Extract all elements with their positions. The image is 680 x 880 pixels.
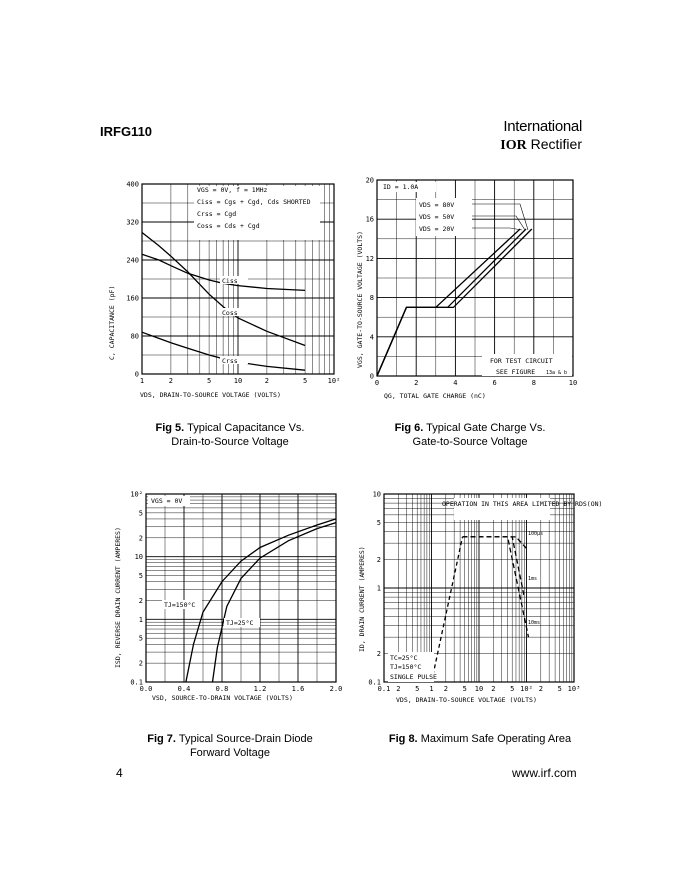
fig7-caption-l1: Typical Source-Drain Diode	[178, 733, 313, 745]
f8-xtick: 2	[396, 685, 401, 693]
fig8-tj-label: TJ=150°C	[390, 663, 422, 671]
fig6-test-circuit-3: 13a & b	[546, 370, 568, 376]
fig5-legend-4: Coss = Cds + Cgd	[197, 222, 260, 230]
fig6-test-circuit-2: SEE FIGURE	[496, 368, 536, 376]
f5-ytick: 240	[126, 256, 139, 265]
part-number: IRFG110	[100, 124, 153, 139]
fig5-xlabel: VDS, DRAIN-TO-SOURCE VOLTAGE (VOLTS)	[140, 391, 281, 399]
fig5-legend-1: VGS = 0V, f = 1MHz	[197, 186, 268, 194]
fig5-legend-3: Crss = Cgd	[197, 210, 237, 218]
f5-ytick: 160	[126, 294, 139, 303]
fig7-tj150-label: TJ=150°C	[164, 601, 196, 609]
fig6-caption-l1: Typical Gate Charge Vs.	[426, 422, 546, 434]
f7-ytick: 2	[138, 534, 143, 543]
f7-ytick: 0.1	[130, 678, 143, 687]
f8-xtick: 5	[510, 685, 515, 693]
f8-xtick: 0.1	[377, 685, 391, 693]
fig7-caption-l2: Forward Voltage	[189, 747, 271, 759]
f8-xtick: 10³	[567, 685, 581, 693]
fig8-10ms-label: 10ms	[528, 620, 541, 626]
f5-ytick: 0	[134, 370, 139, 379]
fig5-coss-label: Coss	[222, 309, 238, 317]
f7-ytick: 2	[138, 659, 143, 668]
f7-xtick: 0.8	[215, 685, 229, 693]
f5-xtick: 2	[264, 377, 270, 385]
fig6-vds80-label: VDS = 80V	[419, 201, 455, 209]
f5-ytick: 320	[126, 218, 139, 227]
f7-ytick: 10	[134, 553, 143, 562]
fig7-caption	[130, 732, 330, 760]
fig7-vgs-label: VGS = 0V	[151, 497, 183, 505]
f5-xtick: 2	[168, 377, 174, 385]
f7-ytick: 1	[138, 615, 143, 624]
f5-ytick: 80	[130, 332, 139, 341]
fig8-tc-label: TC=25°C	[390, 654, 418, 662]
f7-ytick: 5	[138, 634, 143, 643]
fig5-caption-l1: Typical Capacitance Vs.	[187, 422, 305, 434]
f7-series-tj-25-c	[213, 523, 337, 682]
f8-ytick: 2	[376, 650, 381, 659]
fig8-caption-l1: Maximum Safe Operating Area	[420, 733, 572, 745]
fig5-ciss-label: Ciss	[222, 277, 238, 285]
f6-series-vds-20v	[377, 229, 520, 376]
fig6-chart	[350, 172, 582, 406]
fig5-chart	[100, 176, 350, 402]
fig5-crss-label: Crss	[222, 357, 238, 365]
f8-ytick: 10	[372, 490, 381, 499]
f8-ytick: 1	[376, 584, 381, 593]
fig6-ylabel: VGS, GATE-TO-SOURCE VOLTAGE (VOLTS)	[356, 231, 364, 368]
fig6-vds50-label: VDS = 50V	[419, 213, 455, 221]
footer-url: www.irf.com	[512, 766, 577, 780]
f7-ytick: 5	[138, 572, 143, 581]
fig6-caption	[380, 421, 560, 449]
f6-series-vds-50v	[377, 229, 526, 376]
fig5-caption-label: Fig 5.	[155, 422, 185, 434]
f6-xtick: 4	[453, 379, 458, 387]
fig7-tj25-label: TJ=25°C	[226, 619, 254, 627]
fig8-chart	[350, 486, 603, 708]
fig6-xlabel: QG, TOTAL GATE CHARGE (nC)	[384, 392, 486, 400]
f7-xtick: 0.0	[139, 685, 153, 693]
fig6-vds20-label: VDS = 20V	[419, 225, 455, 233]
f5-xtick: 10²	[327, 377, 341, 385]
f7-ytick: 10²	[130, 490, 143, 499]
fig8-ylabel: ID, DRAIN CURRENT (AMPERES)	[358, 546, 366, 652]
f7-ytick: 5	[138, 509, 143, 518]
f6-xtick: 6	[492, 379, 497, 387]
f6-series-vds-80v	[377, 229, 532, 376]
fig8-caption-label: Fig 8.	[388, 733, 418, 745]
fig6-caption-l2: Gate-to-Source Voltage	[412, 436, 528, 448]
f8-xtick: 1	[429, 685, 434, 693]
f6-ytick: 16	[365, 215, 374, 224]
f6-xtick: 8	[531, 379, 536, 387]
f6-ytick: 12	[365, 254, 374, 263]
f8-xtick: 5	[415, 685, 420, 693]
f8-series-100-s	[463, 537, 529, 551]
f7-xtick: 0.4	[177, 685, 191, 693]
page-number: 4	[116, 766, 123, 780]
f6-ytick: 20	[365, 176, 374, 185]
fig8-pulse-label: SINGLE PULSE	[390, 673, 437, 681]
fig8-1ms-label: 1ms	[528, 576, 538, 582]
f7-xtick: 1.2	[253, 685, 267, 693]
brand-line2: Rectifier	[530, 136, 582, 152]
f5-ytick: 400	[126, 180, 139, 189]
f6-xtick: 0	[374, 379, 380, 387]
f7-xtick: 1.6	[291, 685, 305, 693]
fig8-caption	[370, 732, 590, 746]
f8-xtick: 10²	[520, 685, 533, 693]
fig6-caption-label: Fig 6.	[394, 422, 424, 434]
f7-xtick: 2.0	[329, 685, 343, 693]
f5-xtick: 1	[139, 377, 145, 385]
fig7-chart	[108, 486, 348, 708]
fig6-id-label: ID = 1.0A	[383, 183, 419, 191]
f7-ytick: 2	[138, 596, 143, 605]
f8-ytick: 5	[376, 518, 381, 527]
ior-logo: IOR	[500, 138, 527, 153]
f6-ytick: 0	[369, 372, 374, 381]
fig5-caption-l2: Drain-to-Source Voltage	[171, 436, 289, 448]
fig5-caption	[140, 421, 320, 449]
fig8-xlabel: VDS, DRAIN-TO-SOURCE VOLTAGE (VOLTS)	[396, 696, 537, 704]
f8-xtick: 2	[538, 685, 543, 693]
f8-series-10ms	[463, 537, 529, 637]
f6-ytick: 8	[369, 294, 374, 303]
f5-xtick: 10	[233, 377, 243, 385]
f6-xtick: 2	[414, 379, 419, 387]
f6-ytick: 4	[369, 333, 374, 342]
f8-ytick: 2	[376, 556, 381, 565]
f8-ytick: 0.1	[368, 678, 381, 687]
f5-xtick: 5	[206, 377, 212, 385]
fig8-100us-label: 100μs	[528, 531, 544, 537]
brand-logo	[480, 118, 582, 154]
f8-xtick: 5	[557, 685, 562, 693]
fig6-test-circuit-1: FOR TEST CIRCUIT	[490, 357, 553, 365]
f8-series-rds-on-limit	[432, 537, 463, 682]
f8-xtick: 2	[491, 685, 496, 693]
fig7-ylabel: ISD, REVERSE DRAIN CURRENT (AMPERES)	[114, 527, 122, 668]
f6-xtick: 10	[568, 379, 578, 387]
fig5-ylabel: C, CAPACITANCE (pF)	[108, 285, 116, 360]
fig7-xlabel: VSD, SOURCE-TO-DRAIN VOLTAGE (VOLTS)	[152, 694, 293, 702]
f5-xtick: 5	[302, 377, 308, 385]
fig5-legend-2: Ciss = Cgs + Cgd, Cds SHORTED	[197, 198, 311, 206]
f8-xtick: 2	[443, 685, 448, 693]
f8-xtick: 5	[462, 685, 467, 693]
fig7-caption-label: Fig 7.	[147, 733, 176, 745]
fig8-limit-label: OPERATION IN THIS AREA LIMITED BY RDS(ON)	[442, 500, 603, 508]
f8-xtick: 10	[474, 685, 484, 693]
brand-line1: International	[503, 118, 582, 135]
